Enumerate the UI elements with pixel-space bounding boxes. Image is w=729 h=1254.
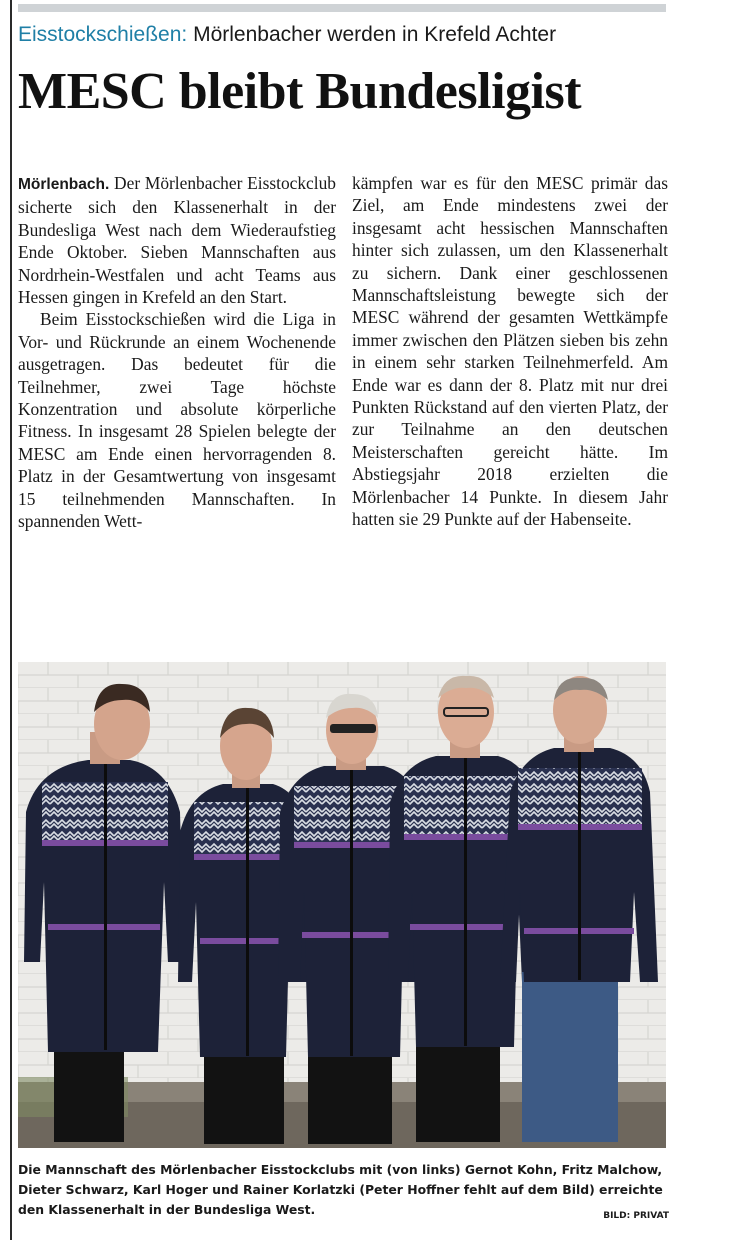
paragraph-text: Der Mörlenbacher Eisstockclub sicherte sich den Klassenerhalt in der Bundesliga West nach dem Wiederaufstieg Ende Oktober. Sieben Mannschaften aus Nordrhein-Westfalen und acht Teams aus Hessen gingen in Krefeld an den Start. (18, 173, 336, 308)
team-photo (18, 662, 666, 1148)
column-rule (10, 0, 12, 1240)
kicker-text: Mörlenbacher werden in Krefeld Achter (193, 23, 557, 46)
article-column-left (18, 172, 336, 533)
kicker-topic: Eisstockschießen: (18, 23, 188, 46)
kicker-line (18, 22, 556, 48)
dateline: Mörlenbach. (18, 176, 110, 193)
headline: MESC bleibt Bundesligist (18, 63, 582, 120)
paragraph: kämpfen war es für den MESC primär das Ziel, am Ende mindestens zwei der insgesamt acht hessischen Mannschaften hinter sich zulassen, um den Klassenerhalt zu sichern. Dank einer geschlossenen Mannschaftsleistung bewegte sich der MESC während der gesamten Wettkämpfe immer zwischen den Plätzen sieben bis zehn in einem sehr starken Teilnehmerfeld. Am Ende war es dann der 8. Platz mit nur drei Punkten Rückstand auf den vierten Platz, der zur Teilnahme an den deutschen Meisterschaften gereicht hätte. Im Abstiegsjahr 2018 erzielten die Mörlenbacher 14 Punkte. In diesem Jahr hatten sie 29 Punkte auf der Habenseite. (352, 173, 668, 530)
top-rule-bar (18, 4, 666, 12)
photo-caption: Die Mannschaft des Mörlenbacher Eisstockclubs mit (von links) Gernot Kohn, Fritz Malchow, Dieter Schwarz, Karl Hoger und Rainer Korlatzki (Peter Hoffner fehlt auf dem Bild) erreichte den Klassenerhalt in der Bundesliga West. (18, 1162, 663, 1217)
paragraph: Beim Eisstockschießen wird die Liga in Vor- und Rückrunde an einem Wochenende ausgetragen. Das bedeutet für die Teilnehmer, zwei Tage höchste Konzentration und absolute körperliche Fitness. In insgesamt 28 Spielen belegte der MESC am Ende einen hervorragenden 8. Platz in der Gesamtwertung von insgesamt 15 teilnehmenden Mannschaften. In spannenden Wett- (18, 309, 336, 532)
article-column-right (352, 172, 668, 531)
paragraph (18, 172, 336, 308)
photo-credit: BILD: PRIVAT (603, 1211, 669, 1221)
